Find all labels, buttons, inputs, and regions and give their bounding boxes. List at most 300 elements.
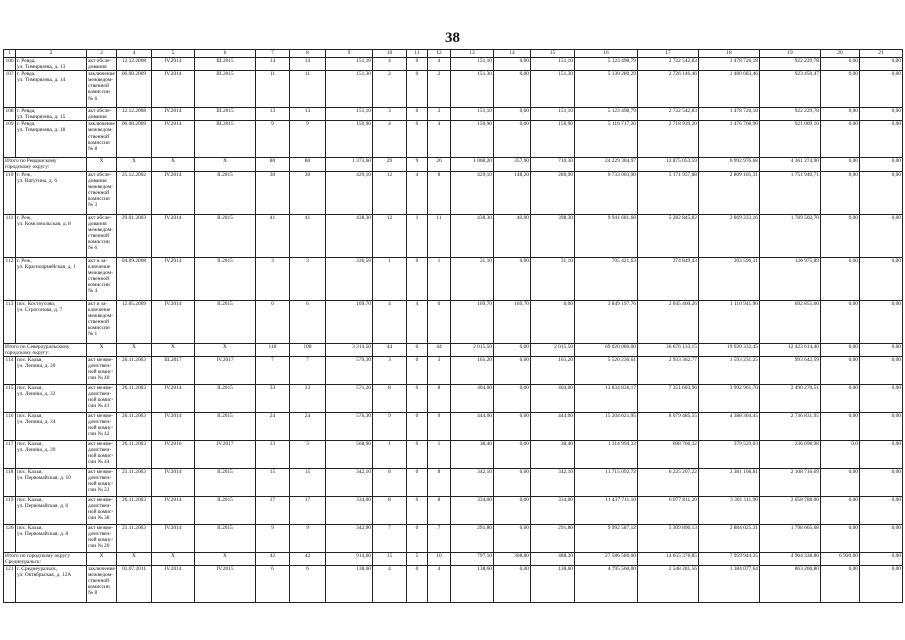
value-cell: 1 798 665,68 [760, 524, 821, 552]
planned-end-cell: II.2015 [195, 468, 256, 496]
value-cell: 3 301 111,90 [699, 496, 760, 524]
row-number: 111 [4, 214, 16, 257]
value-cell: 150,90 [531, 121, 575, 158]
document-cell: X [87, 343, 117, 356]
value-cell: 13 [256, 108, 290, 121]
value-cell: 3 [373, 356, 407, 384]
value-cell: 0,00 [821, 468, 860, 496]
planned-end-cell: III.2015 [195, 121, 256, 158]
value-cell: 14 [256, 58, 290, 71]
value-cell: 2 809 105,31 [699, 171, 760, 214]
planned-end-cell: II.2015 [195, 524, 256, 552]
value-cell: 0 [407, 343, 428, 356]
value-cell: 0,00 [860, 214, 903, 257]
date-cell: 04.09.2008 [117, 257, 152, 300]
value-cell: 7 [256, 356, 290, 384]
value-cell: 7 959 944,35 [699, 552, 760, 565]
value-cell: 705 421,63 [575, 257, 638, 300]
value-cell: 0,0 [821, 440, 860, 468]
planned-start-cell: IV.2016 [152, 440, 195, 468]
value-cell: 863 200,80 [760, 565, 821, 602]
value-cell: 0 [407, 412, 428, 440]
address-cell: пос. Калья, ул. Первомайская, д. 6 [16, 496, 87, 524]
value-cell: 0,00 [860, 384, 903, 412]
planned-start-cell: IV.2014 [152, 121, 195, 158]
value-cell: 568,90 [326, 440, 373, 468]
value-cell: 9 [256, 524, 290, 552]
value-cell: 4 [373, 121, 407, 158]
row-number: 106 [4, 58, 16, 71]
column-number-cell: 13 [451, 50, 494, 58]
table-row [4, 108, 903, 121]
value-cell: 4 [407, 171, 428, 214]
planned-end-cell: II.2015 [195, 214, 256, 257]
column-number-cell: 12 [428, 50, 451, 58]
value-cell: 1 478 726,18 [699, 58, 760, 71]
value-cell: 15 [290, 468, 326, 496]
table-row [4, 524, 903, 552]
value-cell: 11 437 711,10 [575, 496, 638, 524]
value-cell: 5 130 280,29 [575, 71, 638, 108]
value-cell: 1 110 941,90 [699, 300, 760, 343]
value-cell: 138,60 [326, 565, 373, 602]
date-cell: 26.11.2003 [117, 412, 152, 440]
value-cell: 0,00 [821, 121, 860, 158]
address-cell: пос. Костоусово, ул. Строгонова, д. 7 [16, 300, 87, 343]
column-number-cell: 18 [699, 50, 760, 58]
value-cell: 0,00 [860, 356, 903, 384]
value-cell: 2 869 333,16 [699, 214, 760, 257]
value-cell: 0,00 [494, 524, 531, 552]
address-cell: пос. Калья, ул. Ленина, д. 32 [16, 384, 87, 412]
value-cell: 13 [256, 440, 290, 468]
value-cell: 0,00 [494, 565, 531, 602]
value-cell: 3 [256, 257, 290, 300]
value-cell: 0,00 [821, 496, 860, 524]
value-cell: 444,00 [531, 412, 575, 440]
address-cell: г. Ревда, ул. Тимирязева, д. 18 [16, 121, 87, 158]
value-cell: 0,00 [494, 71, 531, 108]
value-cell: 922 229,78 [760, 108, 821, 121]
value-cell: 6 [290, 565, 326, 602]
value-cell: 379 529,03 [699, 440, 760, 468]
document-cell: акт обсле- дования межведом- ственной комиссии № 6 [87, 214, 117, 257]
value-cell: 5 309 896,13 [638, 524, 699, 552]
value-cell: 1 [407, 214, 428, 257]
row-number: 113 [4, 300, 16, 343]
value-cell: 2 722 542,83 [638, 108, 699, 121]
date-cell: 12.12.2008 [117, 108, 152, 121]
value-cell: 80 [290, 158, 326, 171]
document-cell: акт межве- домствен- ной комис- сии № 42 [87, 412, 117, 440]
planned-end-cell: II.2015 [195, 300, 256, 343]
planned-start-cell: X [152, 552, 195, 565]
address-cell: г. Реж, ул. Красноармейская, д. 1 [16, 257, 87, 300]
value-cell: 0,00 [821, 343, 860, 356]
value-cell: 9 [373, 412, 407, 440]
value-cell: 2 884 025,31 [699, 524, 760, 552]
value-cell: 692 855,60 [760, 300, 821, 343]
value-cell: 3 [290, 440, 326, 468]
value-cell: 0,00 [860, 58, 903, 71]
value-cell: 0,00 [821, 58, 860, 71]
value-cell: 0 [407, 58, 428, 71]
value-cell: 334,00 [531, 496, 575, 524]
address-cell: г. Ревда, ул. Тимирязева, д. 13 [16, 58, 87, 71]
value-cell: 0,00 [531, 300, 575, 343]
value-cell: 7 [373, 524, 407, 552]
value-cell: 169,70 [326, 300, 373, 343]
column-number-cell: 8 [290, 50, 326, 58]
value-cell: 12 [373, 171, 407, 214]
value-cell: 0 [407, 384, 428, 412]
table-row [4, 565, 903, 602]
value-cell: 0 [407, 257, 428, 300]
value-cell: 1 480 683,46 [699, 71, 760, 108]
value-cell: 2 015,50 [531, 343, 575, 356]
value-cell: 0 [428, 300, 451, 343]
value-cell: 280,90 [531, 171, 575, 214]
value-cell: 342,10 [326, 468, 373, 496]
date-cell: 26.11.2003 [117, 384, 152, 412]
value-cell: 2 548 281,56 [638, 565, 699, 602]
value-cell: 151,10 [451, 108, 494, 121]
row-number: 120 [4, 524, 16, 552]
value-cell: 27 586 580,00 [575, 552, 638, 565]
value-cell: 11 [256, 71, 290, 108]
value-cell: 118 [256, 343, 290, 356]
date-cell: 29.01.2003 [117, 214, 152, 257]
value-cell: 30 [256, 171, 290, 214]
planned-start-cell: III.2017 [152, 356, 195, 384]
column-number-cell: 11 [407, 50, 428, 58]
value-cell: 3 992 961,70 [699, 384, 760, 412]
value-cell: 2 015,50 [451, 343, 494, 356]
value-cell: 6 920,00 [821, 552, 860, 565]
value-cell: 126 975,89 [760, 257, 821, 300]
value-cell: 0 [407, 108, 428, 121]
date-cell: 06.08.2009 [117, 121, 152, 158]
address-cell: г. Реж, ул. Комсомольская, д. 8 [16, 214, 87, 257]
value-cell: 5 123 498,79 [575, 108, 638, 121]
value-cell: 1 373,60 [326, 158, 373, 171]
value-cell: 5 123 498,79 [575, 58, 638, 71]
value-cell: 9 [290, 121, 326, 158]
value-cell: 336,50 [326, 257, 373, 300]
value-cell: 5 [407, 552, 428, 565]
value-cell: 15 [256, 468, 290, 496]
value-cell: 17 [256, 496, 290, 524]
date-cell: 01.07.2011 [117, 565, 152, 602]
date-cell: 12.05.2009 [117, 300, 152, 343]
value-cell: 3 [373, 108, 407, 121]
value-cell: 0,00 [821, 257, 860, 300]
value-cell: 0,00 [860, 468, 903, 496]
value-cell: 151,10 [326, 58, 373, 71]
document-cell: акт обсле- дования [87, 108, 117, 121]
table-row [4, 171, 903, 214]
value-cell: 0,00 [821, 384, 860, 412]
value-cell: 0,00 [860, 552, 903, 565]
value-cell: 0,00 [494, 58, 531, 71]
date-cell: 21.11.2003 [117, 468, 152, 496]
table-row [4, 257, 903, 300]
value-cell: 8 [373, 468, 407, 496]
column-number-cell: 1 [4, 50, 16, 58]
value-cell: 923 450,47 [760, 71, 821, 108]
row-number: 119 [4, 496, 16, 524]
column-number-cell: 3 [87, 50, 117, 58]
address-cell: г. Среднеуральск, ул. Октябрьская, д. 12А [16, 565, 87, 602]
value-cell: 7 [428, 524, 451, 552]
value-cell: 12 875 053,59 [638, 158, 699, 171]
value-cell: 0,00 [494, 257, 531, 300]
value-cell: 0,00 [494, 343, 531, 356]
column-number-cell: 20 [821, 50, 860, 58]
date-cell: 26.11.2003 [117, 496, 152, 524]
planned-start-cell: IV.2014 [152, 171, 195, 214]
value-cell: 3 [428, 108, 451, 121]
value-cell: 150,90 [326, 121, 373, 158]
planned-start-cell: IV.2014 [152, 384, 195, 412]
value-cell: 291,80 [531, 524, 575, 552]
value-cell: 4 361 274,90 [760, 158, 821, 171]
row-number: 110 [4, 171, 16, 214]
planned-end-cell: III.2015 [195, 58, 256, 71]
value-cell: 4 [373, 58, 407, 71]
value-cell: 3 314,50 [326, 343, 373, 356]
value-cell: 404,00 [531, 384, 575, 412]
address-cell: пос. Калья, ул. Ленина, д. 39 [16, 440, 87, 468]
value-cell: 0,00 [860, 524, 903, 552]
value-cell: 0,00 [494, 384, 531, 412]
value-cell: 576,30 [326, 412, 373, 440]
value-cell: 4 [428, 121, 451, 158]
value-cell: 1 384 077,64 [699, 565, 760, 602]
planned-start-cell: IV.2014 [152, 412, 195, 440]
value-cell: 5 116 717,20 [575, 121, 638, 158]
column-number-cell: 7 [256, 50, 290, 58]
document-cell: акт межве- домствен- ной комис- сии № 23 [87, 468, 117, 496]
document-cell: X [87, 552, 117, 565]
column-number-cell: 5 [152, 50, 195, 58]
column-number-cell: 4 [117, 50, 152, 58]
row-number: 116 [4, 412, 16, 440]
value-cell: 334,00 [451, 496, 494, 524]
value-cell: 44 [373, 343, 407, 356]
value-cell: 151,30 [531, 71, 575, 108]
value-cell: 151,10 [451, 58, 494, 71]
value-cell: 38,40 [531, 440, 575, 468]
table-row [4, 58, 903, 71]
planned-start-cell: IV.2014 [152, 214, 195, 257]
value-cell: 203 596,31 [699, 257, 760, 300]
value-cell: 151,10 [531, 108, 575, 121]
page-number: 38 [445, 30, 460, 46]
value-cell: 138,60 [531, 565, 575, 602]
value-cell: 1 [373, 257, 407, 300]
value-cell: 31,10 [531, 257, 575, 300]
value-cell: 4 964 338,80 [760, 552, 821, 565]
value-cell: 0,00 [860, 496, 903, 524]
table-row [4, 71, 903, 108]
value-cell: 0,00 [494, 121, 531, 158]
value-cell: 404,00 [451, 384, 494, 412]
column-number-cell: 17 [638, 50, 699, 58]
value-cell: 291,80 [451, 524, 494, 552]
value-cell: 36 676 133,15 [638, 343, 699, 356]
planned-end-cell: X [195, 158, 256, 171]
value-cell: 308,80 [494, 552, 531, 565]
value-cell: 0,00 [821, 356, 860, 384]
value-cell: 4 [407, 300, 428, 343]
value-cell: 138,60 [451, 565, 494, 602]
row-number: 114 [4, 356, 16, 384]
value-cell: 69 020 080,00 [575, 343, 638, 356]
value-cell: 342,90 [326, 524, 373, 552]
value-cell: 13 834 836,17 [575, 384, 638, 412]
value-cell: 0,00 [821, 158, 860, 171]
value-cell: 8 [373, 496, 407, 524]
planned-start-cell: X [152, 343, 195, 356]
value-cell: 42 [290, 552, 326, 565]
value-cell: 4 388 304,45 [699, 412, 760, 440]
value-cell: 8 [428, 468, 451, 496]
row-number: 121 [4, 565, 16, 602]
document-cell: акт обсле- дования [87, 58, 117, 71]
value-cell: 0,00 [860, 440, 903, 468]
value-cell: 8 [428, 496, 451, 524]
value-cell: 438,30 [451, 214, 494, 257]
value-cell: 169,70 [494, 300, 531, 343]
value-cell: 1 [373, 440, 407, 468]
value-cell: 1 593 231,25 [699, 356, 760, 384]
value-cell: 357,90 [494, 158, 531, 171]
planned-end-cell: III.2015 [195, 71, 256, 108]
value-cell: 11 715 092,72 [575, 468, 638, 496]
value-cell: 0,00 [860, 565, 903, 602]
document-cell: X [87, 158, 117, 171]
value-cell: 31,10 [451, 257, 494, 300]
value-cell: 5 171 957,88 [638, 171, 699, 214]
document-cell: заключение межведом- ственной комиссии № 8 [87, 121, 117, 158]
value-cell: 374 849,43 [638, 257, 699, 300]
value-cell: 7 351 603,96 [638, 384, 699, 412]
planned-end-cell: II.2015 [195, 257, 256, 300]
value-cell: 2 736 831,95 [760, 412, 821, 440]
value-cell: 9 733 003,90 [575, 171, 638, 214]
address-cell: г. Ревда, ул. Тимирязева, д. 15 [16, 108, 87, 121]
table-row [4, 214, 903, 257]
column-number-cell: 16 [575, 50, 638, 58]
value-cell: 7 [290, 356, 326, 384]
planned-start-cell: IV.2014 [152, 300, 195, 343]
value-cell: 0,00 [494, 468, 531, 496]
value-cell: 161,20 [531, 356, 575, 384]
value-cell: 922 229,78 [760, 58, 821, 71]
value-cell: 108 [290, 343, 326, 356]
date-cell: 06.08.2009 [117, 71, 152, 108]
value-cell: 914,60 [326, 552, 373, 565]
date-cell: 26.11.2003 [117, 440, 152, 468]
value-cell: 0,00 [821, 300, 860, 343]
value-cell: 33 [290, 384, 326, 412]
value-cell: 579,30 [326, 356, 373, 384]
total-row [4, 343, 903, 356]
total-row [4, 552, 903, 565]
value-cell: 14 [290, 58, 326, 71]
value-cell: 24 [290, 412, 326, 440]
planned-end-cell: X [195, 343, 256, 356]
value-cell: 236 698,98 [760, 440, 821, 468]
total-row [4, 158, 903, 171]
value-cell: 5 520 236,61 [575, 356, 638, 384]
value-cell: 29 [373, 158, 407, 171]
value-cell: 0,00 [860, 158, 903, 171]
value-cell: 8 [428, 171, 451, 214]
value-cell: 710,30 [531, 158, 575, 171]
planned-end-cell: II.2015 [195, 496, 256, 524]
value-cell: 0,00 [821, 412, 860, 440]
value-cell: 1 314 994,33 [575, 440, 638, 468]
value-cell: 3 381 168,81 [699, 468, 760, 496]
value-cell: 438,30 [326, 214, 373, 257]
value-cell: 38,40 [451, 440, 494, 468]
value-cell: 8 [373, 384, 407, 412]
value-cell: 33 [256, 384, 290, 412]
planned-start-cell: IV.2014 [152, 565, 195, 602]
document-cell: акт межве- домствен- ной комис- сии № 40 [87, 356, 117, 384]
value-cell: 444,00 [451, 412, 494, 440]
value-cell: 148,20 [494, 171, 531, 214]
document-cell: акт обсле- дования межведом- ственной комиссии № 3 [87, 171, 117, 214]
value-cell: 20 [428, 158, 451, 171]
planned-start-cell: IV.2014 [152, 257, 195, 300]
value-cell: 0,00 [494, 108, 531, 121]
value-cell: 151,30 [451, 71, 494, 108]
date-cell: X [117, 552, 152, 565]
row-number: 107 [4, 71, 16, 108]
table-row [4, 121, 903, 158]
value-cell: 151,30 [326, 71, 373, 108]
date-cell: X [117, 158, 152, 171]
document-cell: акт межве- домствен- ной комис- сии № 38 [87, 496, 117, 524]
value-cell: 0,00 [821, 171, 860, 214]
value-cell: 0 [407, 565, 428, 602]
value-cell: 30 [290, 171, 326, 214]
value-cell: 11 [290, 71, 326, 108]
address-cell: г. Реж, ул. Ватутина, д. 6 [16, 171, 87, 214]
value-cell: 5 282 845,82 [638, 214, 699, 257]
value-cell: 921 009,10 [760, 121, 821, 158]
value-cell: 0,00 [860, 108, 903, 121]
value-cell: 0,00 [494, 356, 531, 384]
value-cell: 151,10 [326, 108, 373, 121]
column-number-cell: 2 [16, 50, 87, 58]
row-number: 115 [4, 384, 16, 412]
value-cell: 169,70 [451, 300, 494, 343]
value-cell: 2 726 146,46 [638, 71, 699, 108]
planned-end-cell: II.2015 [195, 171, 256, 214]
value-cell: 0,00 [821, 214, 860, 257]
value-cell: 398,30 [531, 214, 575, 257]
value-cell: 9 [428, 412, 451, 440]
value-cell: 11 [428, 214, 451, 257]
value-cell: 6 992 976,68 [699, 158, 760, 171]
document-cell: акт межве- домствен- ной комис- сии № 44 [87, 440, 117, 468]
planned-end-cell: II.2015 [195, 412, 256, 440]
value-cell: 698 766,32 [638, 440, 699, 468]
